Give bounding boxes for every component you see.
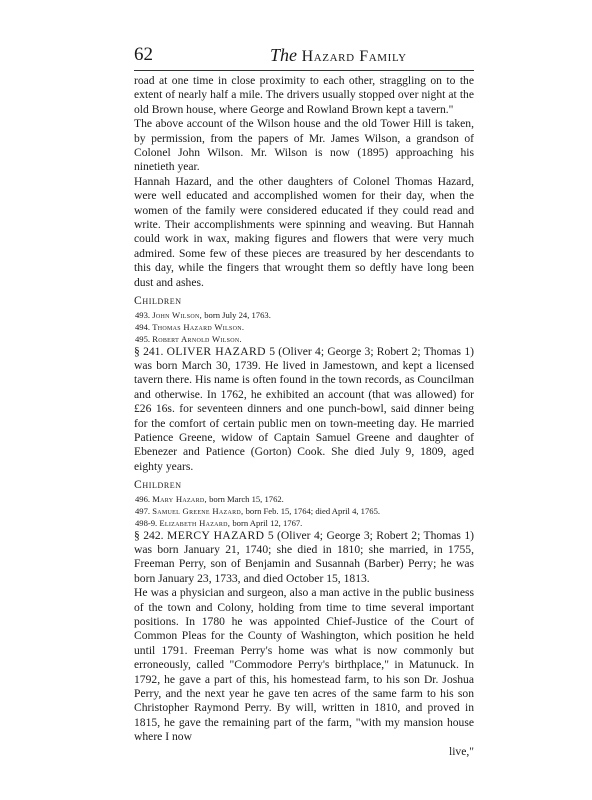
child-entry	[135, 309, 474, 321]
child-entry	[135, 333, 474, 345]
child-entry	[135, 493, 474, 505]
section-number: § 242.	[134, 528, 164, 542]
running-title-the: The	[270, 45, 297, 65]
child-info: born July 24, 1763.	[204, 309, 271, 320]
section-242	[134, 529, 474, 587]
page-body	[134, 74, 474, 759]
paragraph-continued: road at one time in close proximity to each other, straggling on to the extent of nearly half a mile. The drivers usually stopped over night at the old Brown house, where George and Rowland Brown kept a tavern."	[134, 74, 474, 116]
child-entry	[135, 321, 474, 333]
child-number: 498-9.	[135, 517, 158, 528]
paragraph-wilson-account: The above account of the Wilson house and the old Tower Hill is taken, by permission, from the papers of Mr. James Wilson, a grandson of Colonel John Wilson. Mr. Wilson is now (1895) approaching his ninetieth year.	[134, 117, 474, 174]
paragraph-hannah-hazard: Hannah Hazard, and the other daughters of Colonel Thomas Hazard, were well educated and accomplished women for their day, when the women of the family were considered educated if they could read and write. Their accomplishments were spinning and weaving. But Hannah could work in wax, making figures and flowers that were very much admired. Some few of these pieces are treasured by her descendants to this day, while the fingers that wrought them so deftly have long been dust and ashes.	[134, 174, 474, 289]
page-number: 62	[134, 44, 153, 65]
child-number: 495.	[135, 333, 151, 344]
section-text: 5 (Oliver 4; George 3; Robert 2; Thomas 1) was born January 21, 1740; she died in 1810; she married, in 1755, Freeman Perry, son of Benjamin and Susannah (Barber) Perry; he was born January 23, 1733, and died October 15, 1813.	[134, 528, 474, 585]
paragraph-freeman-perry: He was a physician and surgeon, also a man active in the public business of the town and Colony, holding from time to time several important positions. In 1780 he was appointed Chief-Justice of the Court of Common Pleas for the County of Washington, which position he held until 1791. Freeman Perry's home was what is now commonly but erroneously, called "Commodore Perry's birthplace," in Matunuck. In 1792, he gave a part of this, his homestead farm, to his son Dr. Joshua Perry, and the next year he gave ten acres of the same farm to his son Christopher Raymond Perry. By will, written in 1810, and proved in 1815, he gave the remaining part of the farm, "with my mansion house where I now	[134, 586, 474, 744]
running-header	[134, 44, 474, 68]
child-entry	[135, 505, 474, 517]
child-number: 494.	[135, 321, 151, 332]
header-rule	[134, 70, 474, 71]
child-number: 497.	[135, 505, 151, 516]
section-number: § 241.	[134, 344, 164, 358]
child-name: Mary Hazard,	[152, 493, 207, 504]
child-info: born March 15, 1762.	[209, 493, 284, 504]
child-name: Elizabeth Hazard,	[159, 517, 231, 528]
running-title	[270, 45, 407, 66]
section-name: OLIVER HAZARD	[166, 344, 266, 358]
child-info: born Feb. 15, 1764; died April 4, 1765.	[245, 505, 381, 516]
section-241	[134, 345, 474, 475]
child-name: Robert Arnold Wilson.	[152, 333, 243, 344]
child-entry	[135, 517, 474, 529]
child-number: 496.	[135, 493, 151, 504]
section-text: 5 (Oliver 4; George 3; Robert 2; Thomas 1) was born March 30, 1739. He lived in Jamestown, and kept a licensed tavern there. His name is often found in the town records, as Councilman and otherwise. In 1762, he exhibited an account (that was allowed) for £26 16s. for seventeen dinners and one punch-bowl, said dinner being for the comfort of certain public men on town-meeting day. He married Patience Greene, widow of Captain Samuel Greene and daughter of Ebenezer and Patience (Gorton) Cook. She died July 9, 1809, aged eighty years.	[134, 344, 474, 473]
child-name: Thomas Hazard Wilson.	[152, 321, 245, 332]
child-number: 493.	[135, 309, 151, 320]
child-name: John Wilson,	[152, 309, 203, 320]
child-name: Samuel Greene Hazard,	[152, 505, 244, 516]
running-title-family: Hazard Family	[301, 48, 407, 65]
child-info: born April 12, 1767.	[232, 517, 303, 528]
paragraph-closing-word: live,"	[448, 744, 474, 758]
section-name: MERCY HAZARD	[167, 528, 265, 542]
children-heading: Children	[134, 478, 182, 492]
children-heading: Children	[134, 294, 182, 308]
